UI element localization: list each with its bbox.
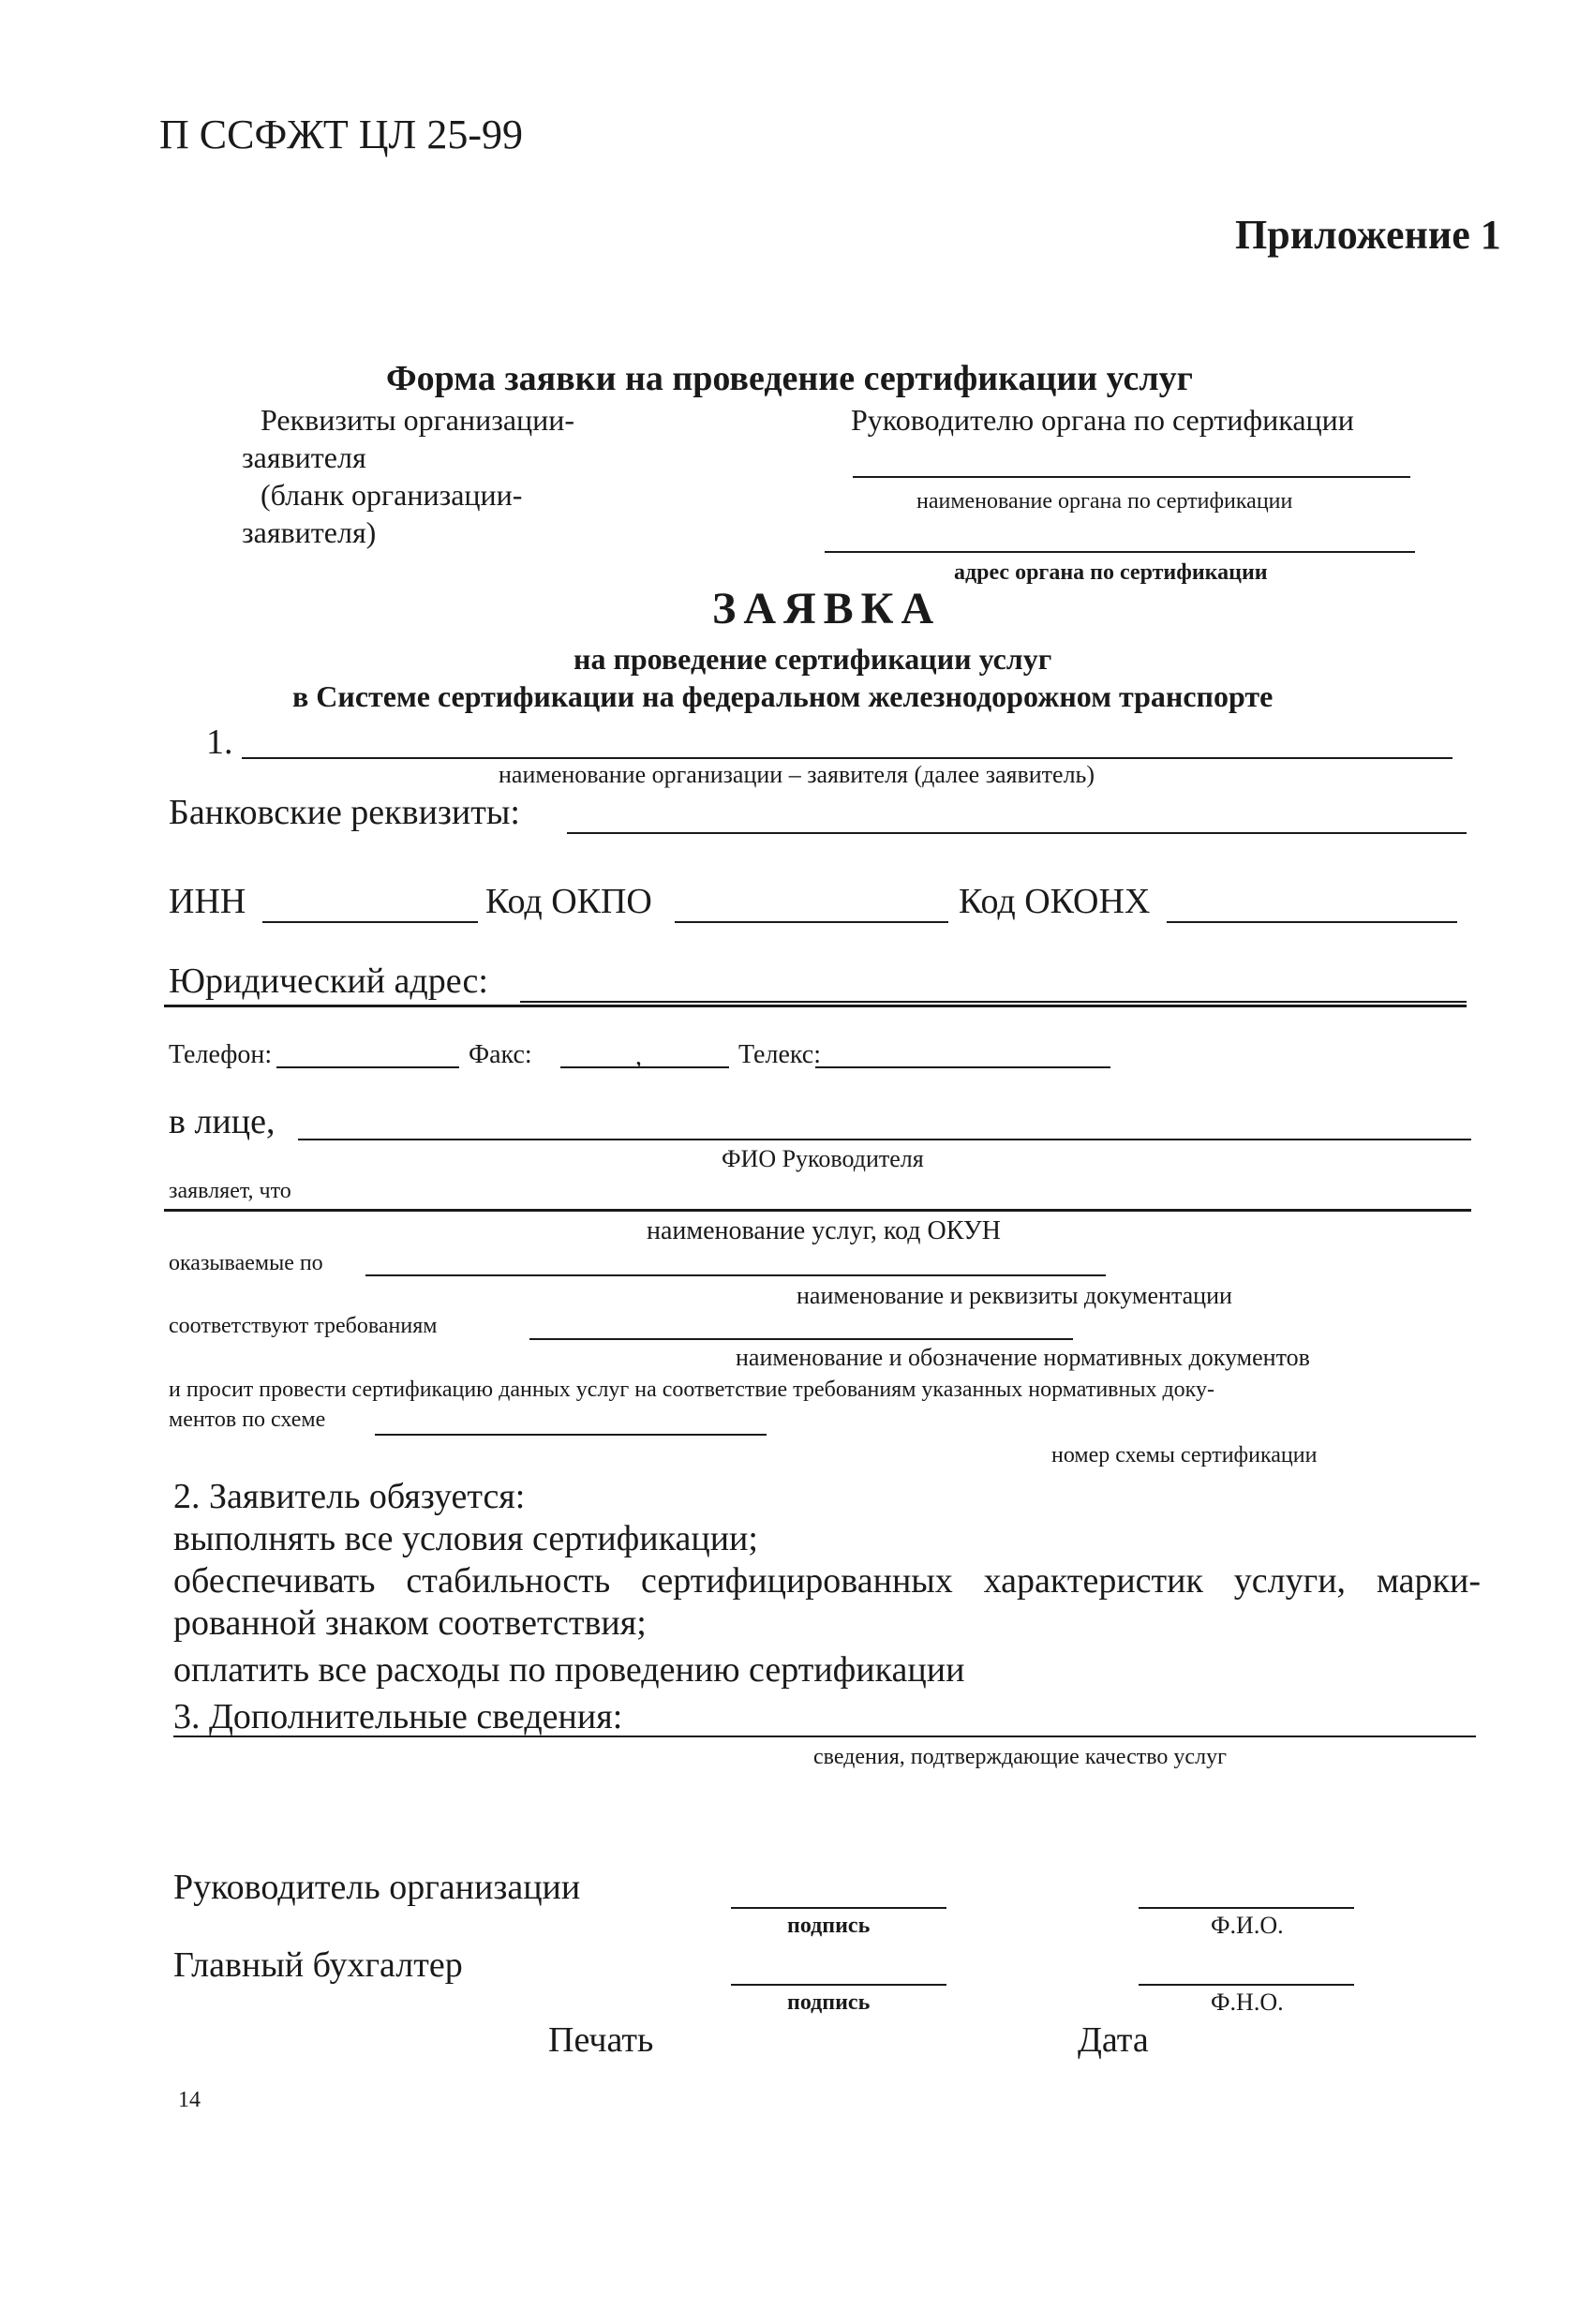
head-signature-label: Руководитель организации — [173, 1868, 581, 1907]
addressee-label: Руководителю органа по сертификации — [851, 403, 1354, 437]
additional-hint: сведения, подтверждающие качество услуг — [813, 1745, 1227, 1769]
fax-field[interactable] — [560, 1066, 729, 1068]
head-name-field[interactable] — [298, 1139, 1471, 1140]
org-name-hint: наименование организации – заявителя (далее заявитель) — [499, 761, 1095, 788]
documentation-hint: наименование и реквизиты документации — [797, 1282, 1232, 1309]
application-subheading-1: на проведение сертификации услуг — [574, 642, 1052, 676]
date-label: Дата — [1078, 2020, 1149, 2060]
additional-field[interactable] — [173, 1736, 1476, 1737]
legal-address-underline — [164, 1005, 1467, 1007]
request-line-1: и просит провести сертификацию данных услуг на соответствие требованиям указанных нормативных доку- — [169, 1378, 1214, 1402]
obligation-2-cont: рованной знаком соответствия; — [173, 1603, 647, 1643]
head-signature-hint: подпись — [787, 1914, 871, 1938]
accountant-name-hint: Ф.Н.О. — [1211, 1989, 1284, 2016]
body-address-hint: адрес органа по сертификации — [954, 560, 1268, 585]
fax-label: Факс: — [469, 1040, 532, 1069]
accountant-signature-hint: подпись — [787, 1990, 871, 2015]
document-code: П ССФЖТ ЦЛ 25-99 — [159, 112, 524, 157]
documentation-field[interactable] — [365, 1274, 1106, 1276]
telex-label: Телекс: — [738, 1040, 821, 1069]
org-name-field[interactable] — [242, 757, 1452, 759]
bank-details-label: Банковские реквизиты: — [169, 793, 520, 832]
inn-field[interactable] — [262, 921, 478, 923]
phone-field[interactable] — [276, 1066, 459, 1068]
fax-comma: , — [635, 1042, 642, 1071]
obligation-2: обеспечивать стабильность сертифицированных характеристик услуги, марки- — [173, 1561, 1481, 1601]
normative-field[interactable] — [529, 1338, 1073, 1340]
application-heading: ЗАЯВКА — [712, 584, 942, 633]
body-address-field[interactable] — [825, 551, 1415, 553]
provided-by-label: оказываемые по — [169, 1251, 323, 1275]
declares-label: заявляет, что — [169, 1179, 291, 1203]
scheme-field[interactable] — [375, 1434, 767, 1436]
additional-label: 3. Дополнительные сведения: — [173, 1697, 623, 1736]
body-name-field[interactable] — [853, 476, 1410, 478]
head-name-sign-field[interactable] — [1139, 1907, 1354, 1909]
accountant-name-field[interactable] — [1139, 1984, 1354, 1986]
accountant-signature-field[interactable] — [731, 1984, 946, 1986]
services-hint: наименование услуг, код ОКУН — [647, 1216, 1001, 1245]
form-title: Форма заявки на проведение сертификации услуг — [386, 359, 1193, 398]
item-1-number: 1. — [206, 723, 233, 762]
obligation-3: оплатить все расходы по проведению сертификации — [173, 1650, 965, 1690]
application-subheading-2: в Системе сертификации на федеральном железнодорожном транспорте — [292, 679, 1274, 713]
obligations-title: 2. Заявитель обязуется: — [173, 1477, 526, 1516]
scheme-hint: номер схемы сертификации — [1051, 1443, 1318, 1467]
legal-address-field[interactable] — [520, 1001, 1467, 1003]
obligation-1: выполнять все условия сертификации; — [173, 1519, 758, 1558]
requisites-line-3: (бланк организации- — [261, 478, 523, 512]
okpo-label: Код ОКПО — [485, 882, 652, 921]
okonh-field[interactable] — [1167, 921, 1457, 923]
telex-field[interactable] — [815, 1066, 1110, 1068]
normative-hint: наименование и обозначение нормативных документов — [736, 1344, 1310, 1371]
services-field[interactable] — [164, 1209, 1471, 1212]
head-name-sign-hint: Ф.И.О. — [1211, 1912, 1284, 1939]
requisites-line-2: заявителя — [242, 440, 366, 474]
requisites-line-4: заявителя) — [242, 515, 377, 549]
in-person-label: в лице, — [169, 1102, 276, 1141]
body-name-hint: наименование органа по сертификации — [916, 489, 1293, 514]
inn-label: ИНН — [169, 882, 246, 921]
okpo-field[interactable] — [675, 921, 948, 923]
head-name-hint: ФИО Руководителя — [722, 1145, 924, 1172]
page-number: 14 — [178, 2088, 201, 2112]
appendix-label: Приложение 1 — [1235, 212, 1501, 258]
legal-address-label: Юридический адрес: — [169, 961, 488, 1001]
head-signature-field[interactable] — [731, 1907, 946, 1909]
accountant-signature-label: Главный бухгалтер — [173, 1945, 463, 1985]
conform-label: соответствуют требованиям — [169, 1314, 438, 1338]
requisites-line-1: Реквизиты организации- — [261, 403, 575, 437]
stamp-label: Печать — [548, 2020, 654, 2060]
okonh-label: Код ОКОНХ — [959, 882, 1151, 921]
phone-label: Телефон: — [169, 1040, 273, 1069]
request-line-2: ментов по схеме — [169, 1408, 326, 1432]
bank-details-field[interactable] — [567, 832, 1467, 834]
